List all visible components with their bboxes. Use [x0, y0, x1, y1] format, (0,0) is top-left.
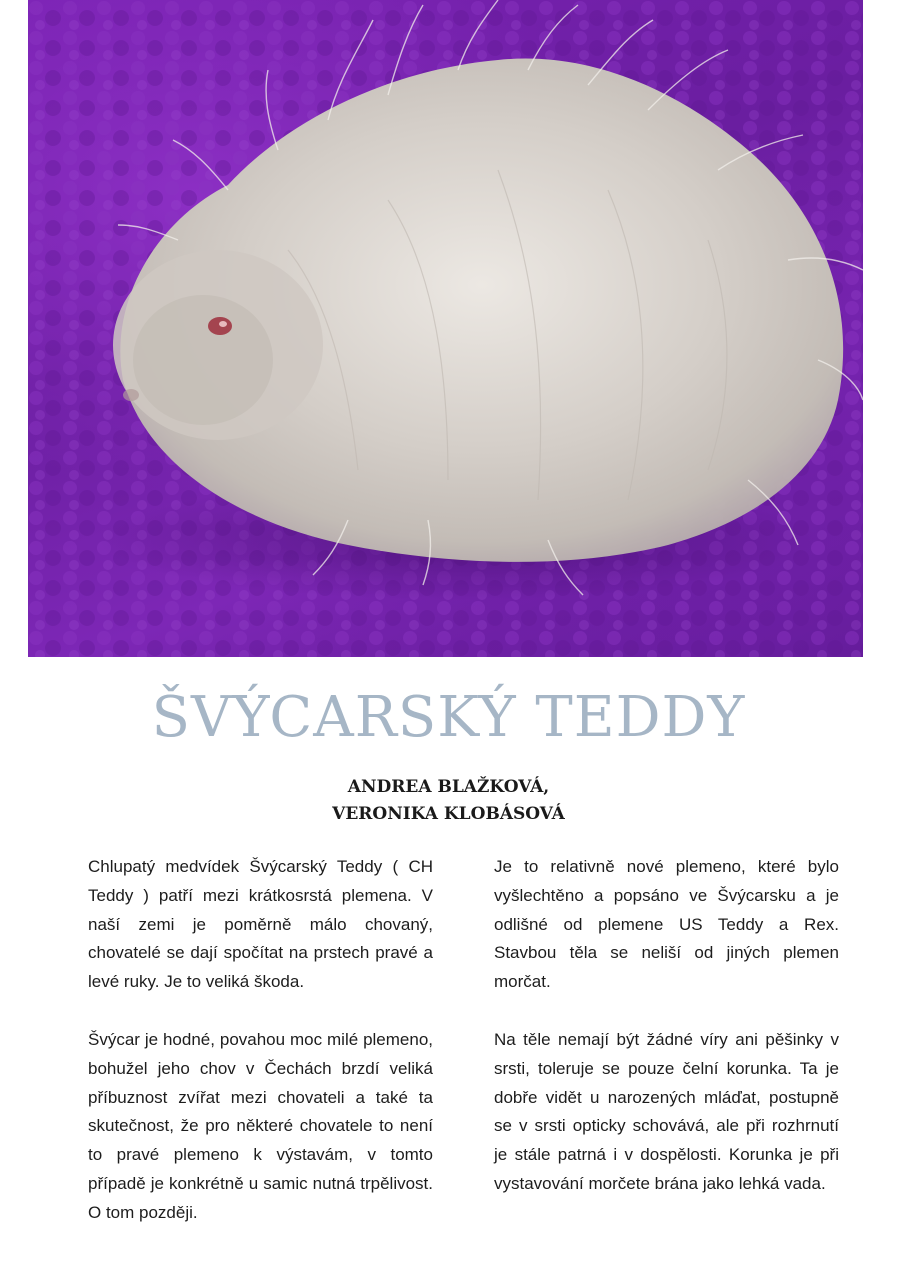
cover-photo — [28, 0, 863, 657]
paragraph: Na těle nemají být žádné víry ani pěšinky v srsti, toleruje se pouze čelní korunka. Ta je dobře vidět u narozených mláďat, postupně se v srsti opticky schovává, ale při rozhrnutí je stále patrná i v dospělosti. Korunka je při vystavování morčete brána jako lehká vada. — [494, 1029, 839, 1193]
guinea-pig-image — [28, 0, 863, 657]
article-authors — [0, 774, 897, 828]
paragraph: Chlupatý medvídek Švýcarský Teddy ( CH Teddy ) patří mezi krátkosrstá plemena. V naší zemi je poměrně málo chovaný, chovatelé se dají spočítat na prstech pravé a levé ruky. Je to veliká škoda. — [88, 857, 433, 992]
article-title: ŠVÝCARSKÝ TEDDY — [151, 685, 746, 750]
author-1: ANDREA BLAŽKOVÁ, — [347, 777, 550, 797]
right-column — [494, 853, 839, 1228]
paragraph: Je to relativně nové plemeno, které bylo vyšlechtěno a popsáno ve Švýcarsku a je odlišné od plemene US Teddy a Rex. Stavbou těla se neliší od jiných plemen morčat. — [494, 857, 839, 992]
left-column — [88, 853, 433, 1257]
paragraph: Švýcar je hodné, povahou moc milé plemeno, bohužel jeho chov v Čechách brzdí veliká příbuznost zvířat mezi chovateli a také ta skutečnost, že pro některé chovatele to není to pravé plemeno k výstavám, v tomto případě je konkrétně u samic nutná trpělivost. O tom později. — [88, 1029, 433, 1222]
author-2: VERONIKA KLOBÁSOVÁ — [332, 804, 565, 824]
